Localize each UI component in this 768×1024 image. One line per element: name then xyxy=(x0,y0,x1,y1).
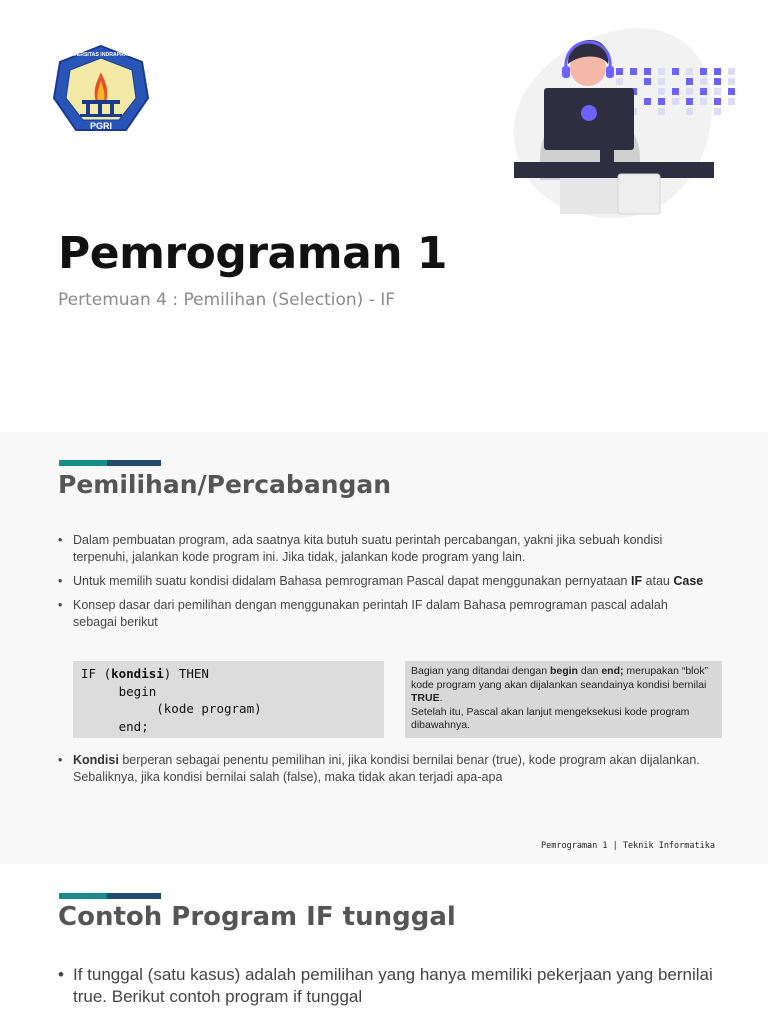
slide-pemilihan xyxy=(0,432,768,864)
list-item xyxy=(58,532,708,566)
bullet-text: Konsep dasar dari pemilihan dengan menggunakan perintah IF dalam Bahasa pemrograman pascal adalah sebagai berikut xyxy=(73,598,668,629)
presentation-title: Pemrograman 1 xyxy=(58,228,448,279)
bullet-dot: • xyxy=(58,533,63,547)
note-text: Bagian yang ditandai dengan xyxy=(411,665,550,677)
note-bold-end: end; xyxy=(601,665,624,677)
note-text: . xyxy=(439,692,443,705)
university-logo xyxy=(52,44,150,138)
slide-title xyxy=(0,0,768,432)
note-text: dan xyxy=(577,665,602,677)
code-line-begin: begin xyxy=(81,683,157,699)
logo-ring-text: UNIVERSITAS INDRAPRASTA xyxy=(64,52,138,58)
keyword-if: IF xyxy=(630,574,643,588)
bullet-dot: • xyxy=(58,965,64,984)
title-accent-bar xyxy=(59,460,161,466)
keyword-case: Case xyxy=(673,574,704,588)
code-text: IF ( xyxy=(81,666,112,681)
bullet-text: If tunggal (satu kasus) adalah pemilihan yang hanya memiliki pekerjaan yang bernilai true. Berikut contoh program if tunggal xyxy=(73,965,713,1006)
note-bold-true: TRUE xyxy=(411,692,440,705)
bullet-list xyxy=(58,532,708,638)
code-block xyxy=(73,661,384,738)
slide-footer: Pemrograman 1 | Teknik Informatika xyxy=(541,841,715,851)
bullet-text: Untuk memilih suatu kondisi didalam Bahasa pemrograman Pascal dapat menggunakan pernyataan xyxy=(73,574,631,588)
list-item xyxy=(58,752,708,786)
code-line-body: (kode program) xyxy=(81,701,262,716)
bullet-dot: • xyxy=(58,753,63,767)
explanation-note xyxy=(405,661,722,738)
person-at-laptop-illustration xyxy=(500,20,750,225)
code-keyword-kondisi: kondisi xyxy=(111,666,164,681)
bullet-dot: • xyxy=(58,574,63,588)
note-bold-begin: begin xyxy=(549,665,578,677)
bullet-text: Dalam pembuatan program, ada saatnya kita butuh suatu perintah percabangan, yakni jika sebuah kondisi terpenuhi, jalankan kode program ini. Jika tidak, jalankan kode program yang lain. xyxy=(73,533,663,564)
list-item xyxy=(58,964,738,1008)
note-text: Setelah itu, Pascal akan lanjut mengeksekusi kode program dibawahnya. xyxy=(411,705,690,732)
code-text: ) THEN xyxy=(163,666,209,681)
presentation-subtitle: Pertemuan 4 : Pemilihan (Selection) - IF xyxy=(58,290,396,310)
code-line-end: end; xyxy=(81,718,149,734)
logo-pgri-text: PGRI xyxy=(89,121,113,131)
section-title: Pemilihan/Percabangan xyxy=(58,470,392,499)
list-item xyxy=(58,573,708,590)
list-item xyxy=(58,597,708,631)
bullet-text: berperan sebagai penentu pemilihan ini, jika kondisi bernilai benar (true), kode program akan dijalankan. Sebaliknya, jika kondisi bernilai salah (false), maka tidak akan terjadi apa-apa xyxy=(73,753,700,784)
section-title: Contoh Program IF tunggal xyxy=(58,902,456,932)
note-text: merupakan “blok” kode program yang akan dijalankan seandainya kondisi bernilai xyxy=(411,665,709,691)
keyword-kondisi: Kondisi xyxy=(73,753,119,767)
slide-contoh-if xyxy=(0,864,768,1024)
bullet-text-mid: atau xyxy=(642,574,674,588)
bullet-dot: • xyxy=(58,598,63,612)
title-accent-bar xyxy=(59,893,161,899)
